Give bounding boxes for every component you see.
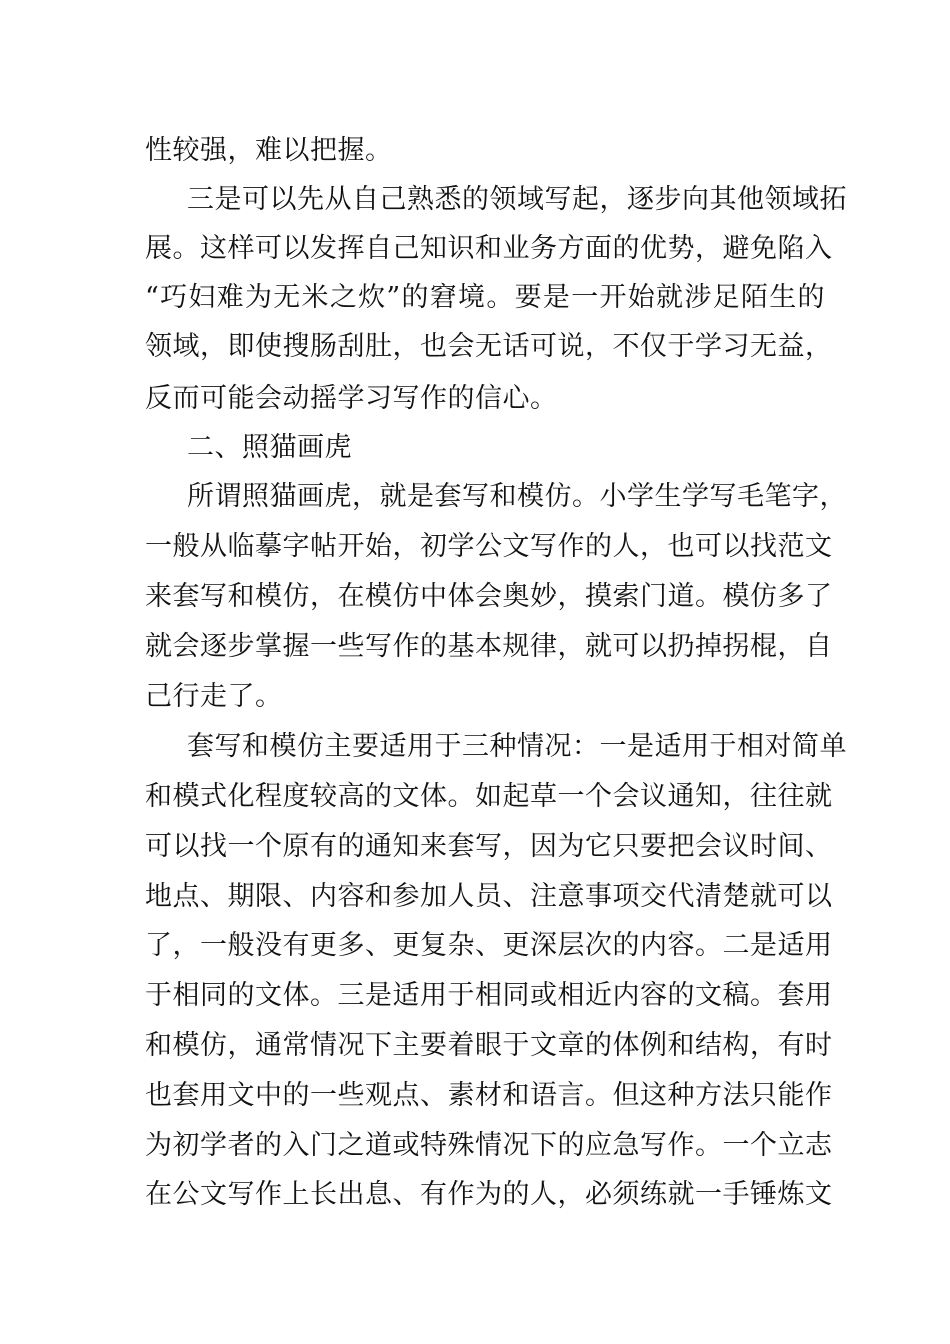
text-line: 反而可能会动摇学习写作的信心。 bbox=[145, 383, 558, 414]
text-line: 在公文写作上长出息、有作为的人，必须练就一手锤炼文 bbox=[145, 1179, 833, 1210]
text-line: 来套写和模仿，在模仿中体会奥妙，摸索门道。模仿多了 bbox=[145, 581, 833, 612]
section-heading: 二、照猫画虎 bbox=[187, 432, 352, 463]
text-line: 性较强，难以把握。 bbox=[145, 135, 393, 166]
text-line: 和模式化程度较高的文体。如起草一个会议通知，往往就 bbox=[145, 781, 833, 812]
text-line: 也套用文中的一些观点、素材和语言。但这种方法只能作 bbox=[145, 1080, 833, 1111]
paragraph-start-line: 三是可以先从自己熟悉的领域写起，逐步向其他领域拓 bbox=[187, 184, 847, 215]
text-line: 地点、期限、内容和参加人员、注意事项交代清楚就可以 bbox=[145, 881, 833, 912]
text-line: 了，一般没有更多、更复杂、更深层次的内容。二是适用 bbox=[145, 930, 833, 961]
text-line: 为初学者的入门之道或特殊情况下的应急写作。一个立志 bbox=[145, 1130, 833, 1161]
text-line: 可以找一个原有的通知来套写，因为它只要把会议时间、 bbox=[145, 831, 833, 862]
text-line: 己行走了。 bbox=[145, 681, 283, 712]
text-line: 和模仿，通常情况下主要着眼于文章的体例和结构，有时 bbox=[145, 1030, 833, 1061]
text-line: “巧妇难为无米之炊”的窘境。要是一开始就涉足陌生的 bbox=[145, 282, 825, 313]
paragraph-start-line: 套写和模仿主要适用于三种情况：一是适用于相对简单 bbox=[187, 731, 847, 762]
text-line: 于相同的文体。三是适用于相同或相近内容的文稿。套用 bbox=[145, 980, 833, 1011]
text-line: 就会逐步掌握一些写作的基本规律，就可以扔掉拐棍，自 bbox=[145, 631, 833, 662]
text-line: 一般从临摹字帖开始，初学公文写作的人，也可以找范文 bbox=[145, 531, 833, 562]
paragraph-start-line: 所谓照猫画虎，就是套写和模仿。小学生学写毛笔字， bbox=[187, 481, 847, 512]
text-line: 展。这样可以发挥自己知识和业务方面的优势，避免陷入 bbox=[145, 233, 833, 264]
text-line: 领域，即使搜肠刮肚，也会无话可说，不仅于学习无益， bbox=[145, 331, 833, 362]
